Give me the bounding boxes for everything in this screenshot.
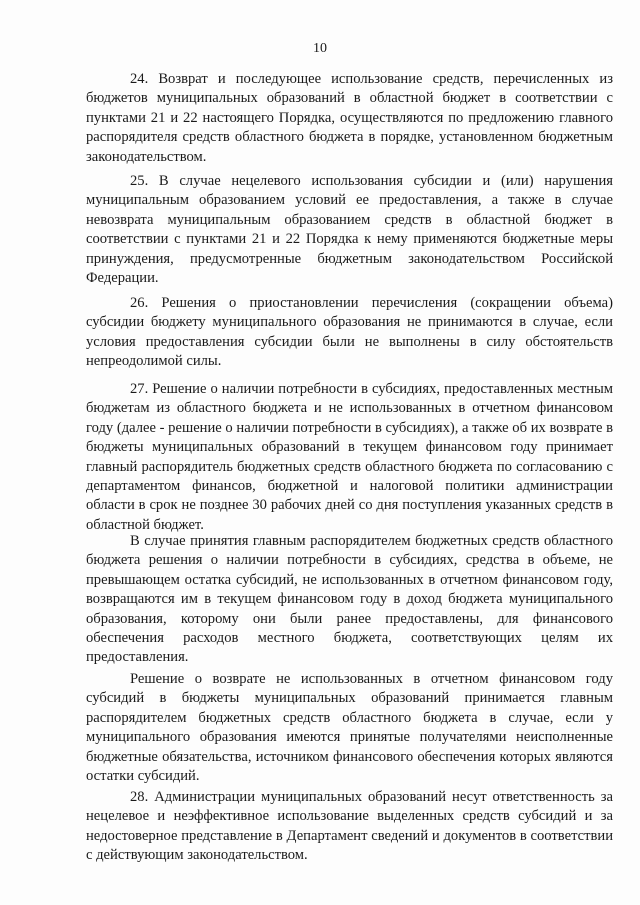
paragraph-27-return-decision: Решение о возврате не использованных в отчетном финансовом году субсидий в бюджеты муниципальных образований принимается главным распорядителем бюджетных средств областного бюджета в случае, если у муниципального образования имеются принятые получателями неисполненные бюджетные обязательства, источником финансового обеспечения которых являются остатки субсидий. [86,671,613,785]
paragraph-26: 26. Решения о приостановлении перечисления (сокращении объема) субсидии бюджету муниципального образования не принимаются в случае, если условия предоставления субсидии были не выполнены в силу обстоятельств непреодолимой силы. [86,295,613,370]
paragraph-25: 25. В случае нецелевого использования субсидии и (или) нарушения муниципальным образованием условий ее предоставления, а также в случае невозврата муниципальным образованием средств в областной бюджет в соответствии с пунктами 21 и 22 Порядка к нему применяются бюджетные меры принуждения, предусмотренные бюджетным законодательством Российской Федерации. [86,173,613,287]
paragraph-28: 28. Администрации муниципальных образований несут ответственность за нецелевое и неэффективное использование выделенных средств субсидий и за недостоверное представление в Департамент сведений и документов в соответствии с действующим законодательством. [86,789,613,864]
paragraph-27-return-case: В случае принятия главным распорядителем бюджетных средств областного бюджета решения о наличии потребности в субсидиях, средства в объеме, не превышающем остатка субсидий, не использованных в отчетном финансовом году, возвращаются им в текущем финансовом году в доход бюджета муниципального образования, которому они были ранее предоставлены, для финансового обеспечения расходов местного бюджета, соответствующих целям их предоставления. [86,533,613,666]
page-number: 10 [313,41,327,56]
paragraph-27: 27. Решение о наличии потребности в субсидиях, предоставленных местным бюджетам из областного бюджета и не использованных в отчетном финансовом году (далее - решение о наличии потребности в субсидиях), а также об их возврате в бюджеты муниципальных образований в текущем финансовом году принимает главный распорядитель бюджетных средств областного бюджета по согласованию с департаментом финансов, бюджетной и налоговой политики администрации области в срок не позднее 30 рабочих дней со дня поступления указанных средств в областной бюджет. [86,381,613,533]
paragraph-24: 24. Возврат и последующее использование средств, перечисленных из бюджетов муниципальных образований в областной бюджет в соответствии с пунктами 21 и 22 настоящего Порядка, осуществляются по предложению главного распорядителя средств областного бюджета в порядке, установленном бюджетным законодательством. [86,71,613,165]
